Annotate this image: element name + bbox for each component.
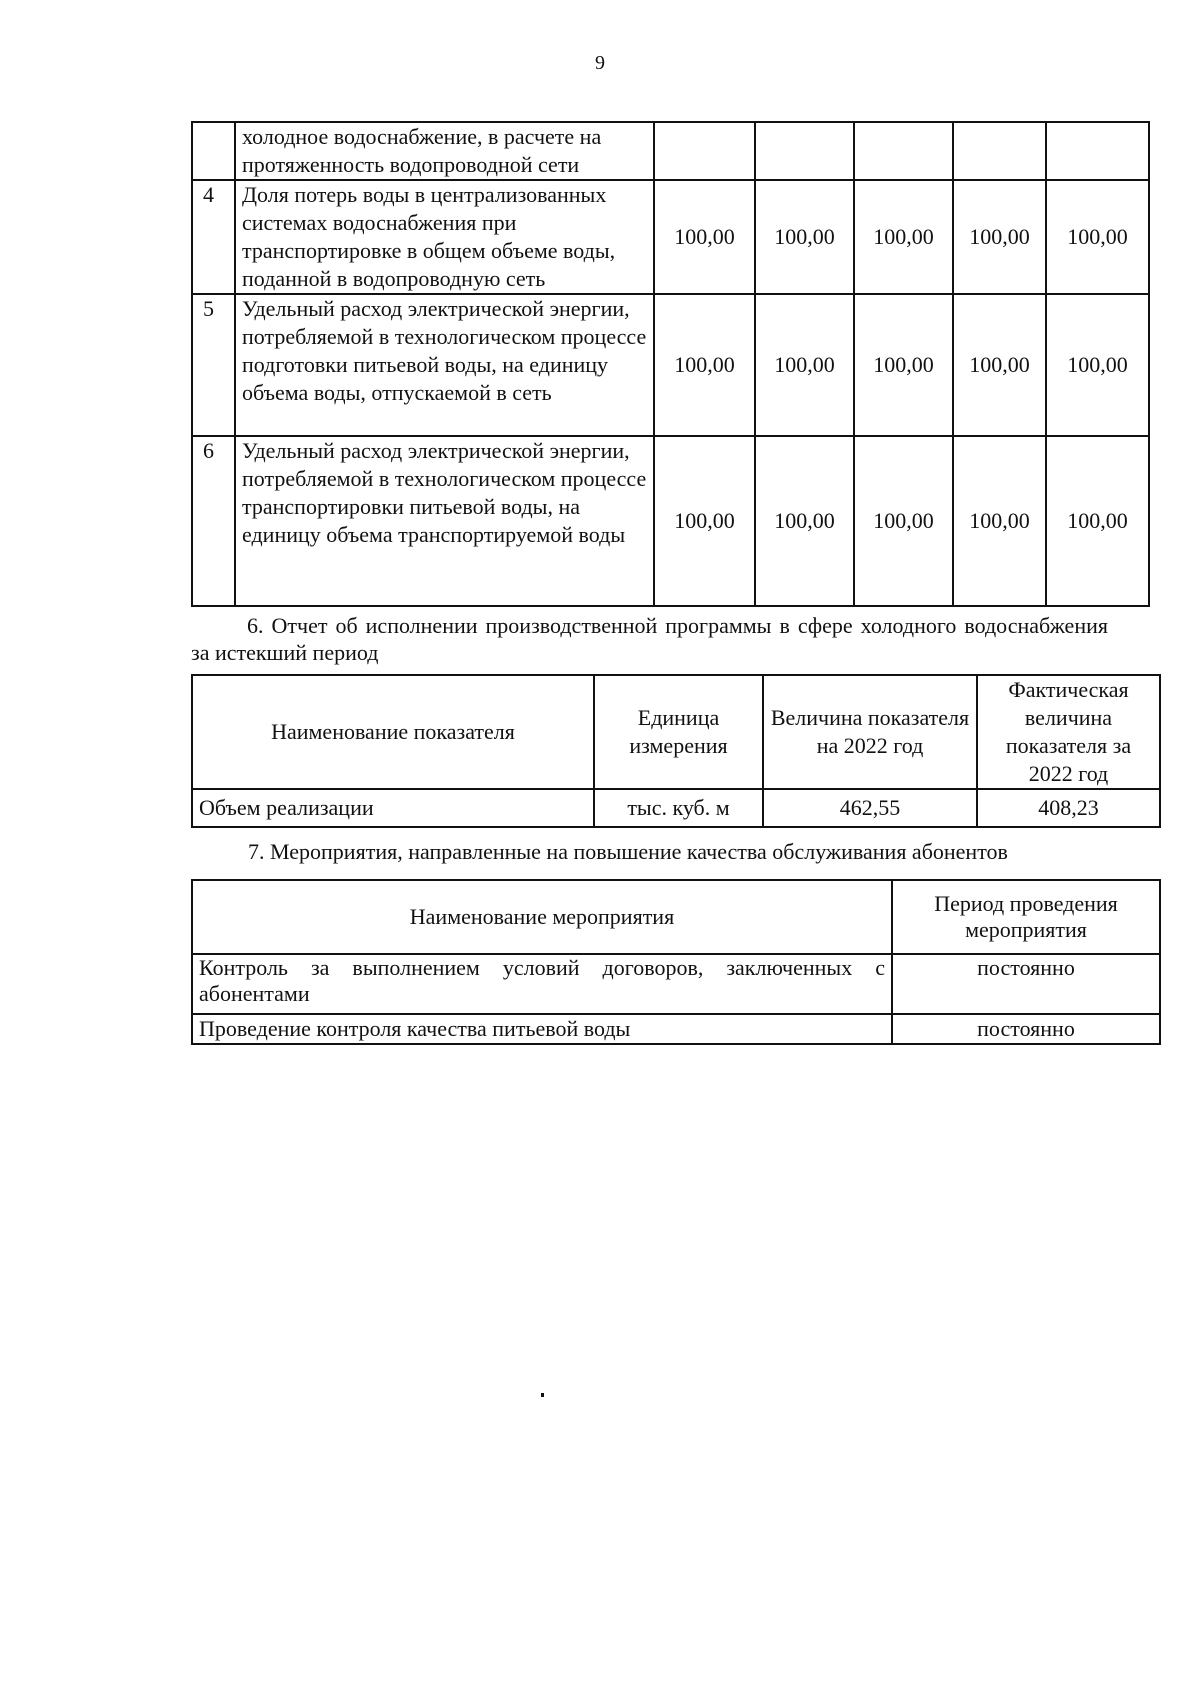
table-row — [192, 180, 1149, 294]
indicator-value: 100,00 — [854, 294, 953, 436]
table-row — [192, 954, 1160, 1014]
section-6-title: 6. Отчет об исполнении производственной программы в сфере холодного водоснабжения за истекший период — [191, 613, 1108, 665]
indicator-value: 100,00 — [953, 294, 1046, 436]
column-header: Фактическая величина показателя за 2022 год — [977, 675, 1160, 789]
indicator-name: Доля потерь воды в централизованных системах водоснабжения при транспортировке в общем объеме воды, поданной в водопроводную сеть — [235, 180, 654, 294]
measure-period: постоянно — [892, 954, 1160, 1014]
indicator-value: 100,00 — [854, 180, 953, 294]
indicator-value: 100,00 — [1046, 436, 1149, 606]
column-header: Период проведения мероприятия — [892, 880, 1160, 954]
table-row — [192, 436, 1149, 606]
fact-value: 408,23 — [977, 789, 1160, 827]
row-number: 4 — [192, 180, 235, 294]
unit-cell: тыс. куб. м — [594, 789, 763, 827]
section-7-title: 7. Мероприятия, направленные на повышение качества обслуживания абонентов — [248, 839, 1008, 864]
indicator-value: 100,00 — [1046, 180, 1149, 294]
indicator-value — [854, 122, 953, 180]
measures-table — [191, 879, 1161, 1045]
row-number: 5 — [192, 294, 235, 436]
table-row — [192, 789, 1160, 827]
indicator-name: Удельный расход электрической энергии, потребляемой в технологическом процессе подготовки питьевой воды, на единицу объема воды, отпускаемой в сеть — [235, 294, 654, 436]
table-row — [192, 122, 1149, 180]
measure-name: Контроль за выполнением условий договоров, заключенных с абонентами — [192, 954, 892, 1014]
table-header-row — [192, 675, 1160, 789]
indicator-value: 100,00 — [654, 436, 755, 606]
indicator-value: 100,00 — [755, 436, 854, 606]
column-header: Величина показателя на 2022 год — [763, 675, 977, 789]
plan-value: 462,55 — [763, 789, 977, 827]
row-number — [192, 122, 235, 180]
column-header: Единица измерения — [594, 675, 763, 789]
indicator-name: Объем реализации — [192, 789, 594, 827]
measure-name: Проведение контроля качества питьевой воды — [192, 1014, 892, 1044]
scan-speck — [541, 1393, 544, 1397]
indicators-table — [191, 121, 1150, 607]
column-header: Наименование показателя — [192, 675, 594, 789]
indicator-value: 100,00 — [755, 180, 854, 294]
indicator-name: холодное водоснабжение, в расчете на протяженность водопроводной сети — [235, 122, 654, 180]
indicator-value: 100,00 — [1046, 294, 1149, 436]
column-header: Наименование мероприятия — [192, 880, 892, 954]
indicator-value — [755, 122, 854, 180]
indicator-value: 100,00 — [654, 294, 755, 436]
indicator-name: Удельный расход электрической энергии, потребляемой в технологическом процессе транспортировки питьевой воды, на единицу объема транспортируемой воды — [235, 436, 654, 606]
indicator-value — [654, 122, 755, 180]
measure-period: постоянно — [892, 1014, 1160, 1044]
table-row — [192, 294, 1149, 436]
indicator-value — [1046, 122, 1149, 180]
table-header-row — [192, 880, 1160, 954]
page-number: 9 — [595, 52, 605, 74]
indicator-value: 100,00 — [654, 180, 755, 294]
table-row — [192, 1014, 1160, 1044]
program-report-table — [191, 674, 1161, 828]
indicator-value — [953, 122, 1046, 180]
indicator-value: 100,00 — [755, 294, 854, 436]
indicator-value: 100,00 — [854, 436, 953, 606]
indicator-value: 100,00 — [953, 436, 1046, 606]
indicator-value: 100,00 — [953, 180, 1046, 294]
row-number: 6 — [192, 436, 235, 606]
